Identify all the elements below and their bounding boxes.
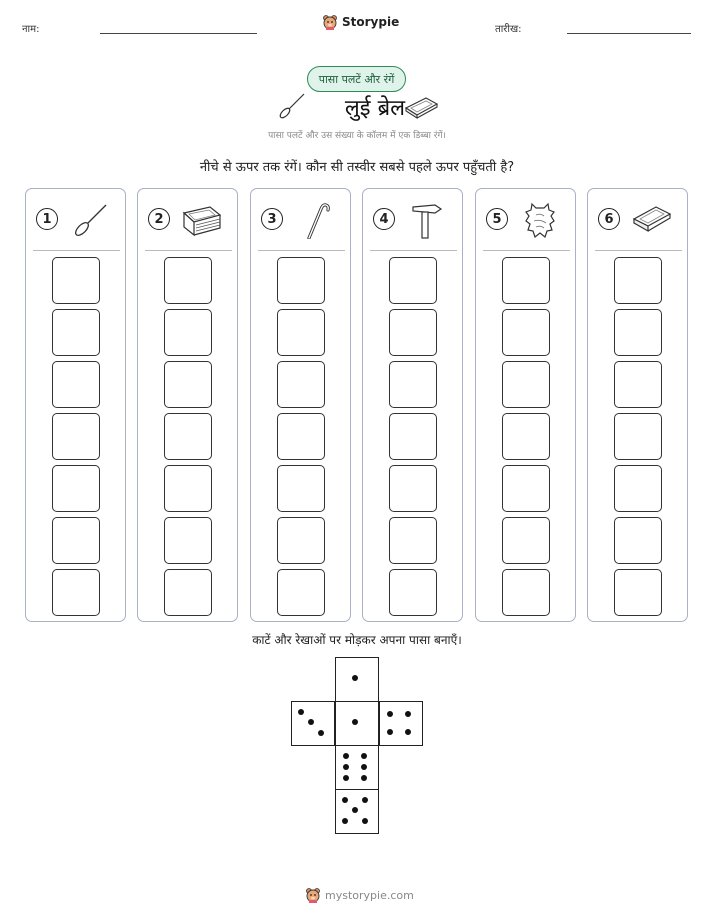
column-6 [587,188,688,622]
color-box[interactable] [164,309,212,356]
column-number: 3 [261,208,283,230]
color-box[interactable] [614,569,662,616]
color-box[interactable] [502,517,550,564]
dice-instruction: काटें और रेखाओं पर मोड़कर अपना पासा बनाएँ। [252,633,462,647]
color-box[interactable] [164,569,212,616]
color-box[interactable] [164,257,212,304]
leather-hide-icon [518,201,562,239]
color-box[interactable] [389,257,437,304]
brand-name: Storypie [342,15,400,29]
dice-face-5 [335,789,379,834]
color-box[interactable] [277,257,325,304]
color-box[interactable] [502,309,550,356]
name-label: नाम: [22,24,40,35]
page-title: लुई ब्रेल [344,96,406,121]
color-box[interactable] [277,413,325,460]
footer-brand [305,885,415,905]
column-divider [258,250,345,251]
column-divider [145,250,232,251]
column-number: 2 [148,208,170,230]
column-3 [250,188,351,622]
color-box[interactable] [614,517,662,564]
subtitle: पासा पलटें और उस संख्या के कॉलम में एक डिब्बा रंगें। [268,131,446,141]
column-divider [483,250,570,251]
column-number: 6 [598,208,620,230]
slate-icon [630,201,674,239]
color-box[interactable] [277,517,325,564]
column-4 [362,188,463,622]
brand-logo [322,12,402,32]
color-box[interactable] [502,257,550,304]
column-2 [137,188,238,622]
color-box[interactable] [389,465,437,512]
instruction: नीचे से ऊपर तक रंगें। कौन सी तस्वीर सबसे पहले ऊपर पहुँचती है? [199,160,515,175]
color-box[interactable] [52,413,100,460]
dice-face-3 [291,701,335,746]
color-box[interactable] [277,309,325,356]
color-box[interactable] [277,569,325,616]
activity-badge: पासा पलटें और रंगें [307,66,406,92]
color-box[interactable] [52,361,100,408]
column-divider [370,250,457,251]
column-5 [475,188,576,622]
column-divider [595,250,682,251]
book-icon [180,201,224,239]
color-box[interactable] [52,517,100,564]
color-box[interactable] [52,569,100,616]
awl-icon [68,201,112,239]
color-box[interactable] [389,569,437,616]
color-box[interactable] [164,361,212,408]
color-box[interactable] [164,413,212,460]
column-number: 5 [486,208,508,230]
color-box[interactable] [502,465,550,512]
hammer-icon [405,201,449,239]
footer-site[interactable]: mystorypie.com [325,888,414,902]
color-box[interactable] [164,517,212,564]
slate-icon [402,94,440,120]
color-box[interactable] [389,517,437,564]
dice-face-1b [335,701,379,746]
color-box[interactable] [52,309,100,356]
column-number: 4 [373,208,395,230]
name-line[interactable] [100,33,257,34]
bear-mascot-icon [322,14,338,30]
column-number: 1 [36,208,58,230]
color-box[interactable] [277,361,325,408]
color-box[interactable] [502,413,550,460]
color-box[interactable] [389,309,437,356]
column-1 [25,188,126,622]
color-box[interactable] [277,465,325,512]
color-box[interactable] [614,361,662,408]
color-box[interactable] [614,465,662,512]
color-box[interactable] [614,413,662,460]
dice-face-1 [335,657,379,702]
color-box[interactable] [614,257,662,304]
color-box[interactable] [52,465,100,512]
color-box[interactable] [502,361,550,408]
bear-mascot-icon [305,887,321,903]
dice-face-6 [335,745,379,790]
dice-face-4 [379,701,423,746]
column-divider [33,250,120,251]
color-box[interactable] [614,309,662,356]
date-label: तारीख: [495,24,522,35]
color-box[interactable] [389,413,437,460]
cane-icon [293,201,337,239]
color-box[interactable] [389,361,437,408]
color-box[interactable] [164,465,212,512]
color-box[interactable] [52,257,100,304]
date-line[interactable] [567,33,691,34]
color-box[interactable] [502,569,550,616]
